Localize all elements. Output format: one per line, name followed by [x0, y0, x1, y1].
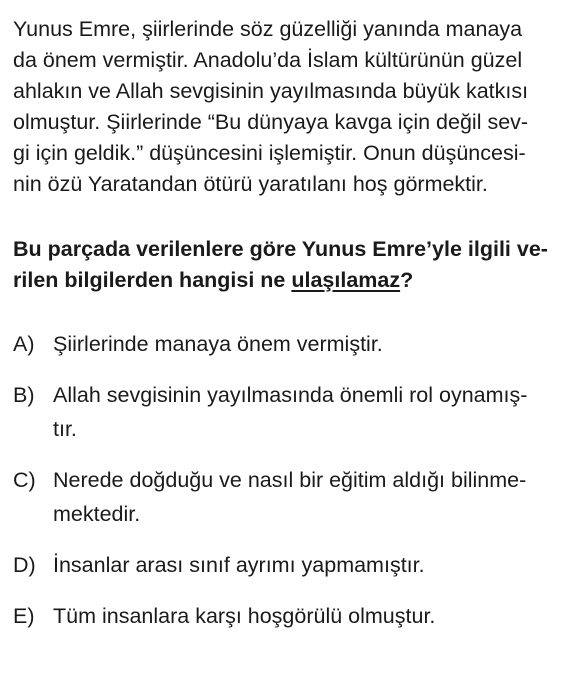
option-c[interactable] [13, 463, 574, 531]
option-line: Allah sevgisinin yayılmasında önemli rol oynamış- [53, 383, 528, 407]
option-text [53, 378, 527, 446]
passage-line: gi için geldik.” düşüncesini işlemiştir. Onun düşüncesi- [13, 141, 526, 165]
question-line [13, 265, 574, 296]
option-a[interactable] [13, 327, 574, 361]
passage-line: nin özü Yaratandan ötürü yaratılanı hoş görmektir. [13, 172, 488, 196]
option-letter: A) [13, 332, 35, 356]
option-line: mektedir. [53, 502, 141, 526]
passage-line: olmuştur. Şiirlerinde “Bu dünyaya kavga için değil sev- [13, 110, 529, 134]
option-line: tır. [53, 417, 77, 441]
option-letter: E) [13, 604, 35, 628]
answer-options [13, 327, 574, 633]
option-text [53, 327, 383, 361]
question-line: Bu parçada verilenlere göre Yunus Emre’yle ilgili ve- [13, 237, 548, 261]
question-text: rilen bilgilerden hangisi ne [13, 268, 292, 292]
option-line: Şiirlerinde manaya önem vermiştir. [53, 332, 383, 356]
option-e[interactable] [13, 599, 574, 633]
passage-line: da önem vermiştir. Anadolu’da İslam kültürünün güzel [13, 48, 523, 72]
question-emphasis: ulaşılamaz [291, 268, 401, 292]
question-stem [13, 234, 574, 296]
option-line: İnsanlar arası sınıf ayrımı yapmamıştır. [53, 553, 425, 577]
option-letter: C) [13, 468, 36, 492]
reading-passage [13, 14, 574, 200]
option-letter: B) [13, 383, 35, 407]
option-line: Nerede doğduğu ve nasıl bir eğitim aldığı bilinme- [53, 468, 527, 492]
option-letter: D) [13, 553, 36, 577]
option-text [53, 599, 435, 633]
option-d[interactable] [13, 548, 574, 582]
option-text [53, 548, 425, 582]
option-line: Tüm insanlara karşı hoşgörülü olmuştur. [53, 604, 436, 628]
option-text [53, 463, 526, 531]
question-mark: ? [400, 268, 414, 292]
passage-line: Yunus Emre, şiirlerinde söz güzelliği yanında manaya [13, 17, 523, 41]
option-b[interactable] [13, 378, 574, 446]
passage-line: ahlakın ve Allah sevgisinin yayılmasında büyük katkısı [13, 79, 529, 103]
